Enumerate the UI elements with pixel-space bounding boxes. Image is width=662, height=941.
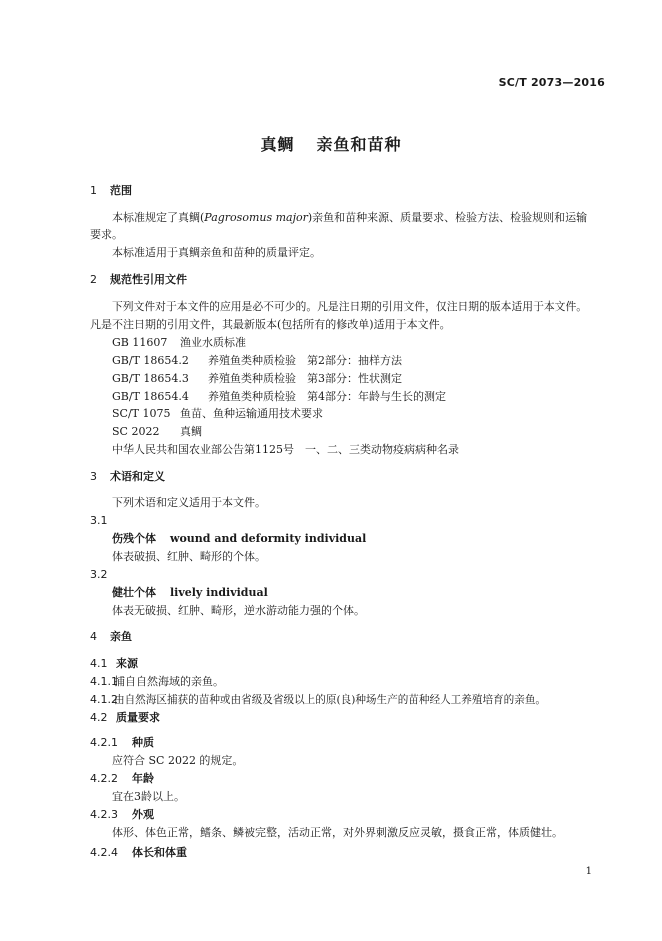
reference-item: SC/T 1075 鱼苗、鱼种运输通用技术要求 [112, 407, 323, 420]
term-3-1: 伤残个体 wound and deformity individual [112, 532, 367, 545]
reference-item: GB 11607 渔业水质标准 [112, 336, 246, 349]
section-4-2-3-heading: 4.2.3 外观 [90, 808, 154, 821]
section-1-paragraph-1: 本标准规定了真鲷(Pagrosomus major)亲鱼和苗种来源、质量要求、检验方法、检验规则和运输 [112, 211, 588, 224]
section-4-2-1-heading: 4.2.1 种质 [90, 736, 154, 749]
section-2-heading: 2 规范性引用文件 [90, 273, 187, 286]
clause-4-1-1: 4.1.1捕自自然海域的亲鱼。 [90, 675, 224, 688]
section-2-paragraph-1: 下列文件对于本文件的应用是必不可少的。凡是注日期的引用文件，仅注日期的版本适用于本文件。 [112, 300, 588, 313]
reference-item: SC 2022 真鲷 [112, 425, 202, 438]
reference-item: GB/T 18654.2 养殖鱼类种质检验 第2部分：抽样方法 [112, 354, 402, 367]
section-1-paragraph-1-cont: 要求。 [90, 228, 123, 241]
section-4-2-heading: 4.2 质量要求 [90, 711, 160, 724]
scientific-name: Pagrosomus major [204, 211, 308, 224]
title-species: 真鲷 [260, 135, 295, 154]
section-3-paragraph-1: 下列术语和定义适用于本文件。 [112, 496, 266, 509]
section-4-heading: 4 亲鱼 [90, 630, 132, 643]
term-3-1-number: 3.1 [90, 514, 108, 527]
section-1-heading: 1 范围 [90, 184, 132, 197]
section-4-2-4-heading: 4.2.4 体长和体重 [90, 846, 187, 859]
reference-item: GB/T 18654.3 养殖鱼类种质检验 第3部分：性状测定 [112, 372, 402, 385]
standard-code: SC/T 2073—2016 [498, 76, 605, 89]
section-4-1-heading: 4.1 来源 [90, 657, 138, 670]
section-4-2-2-text: 宜在3龄以上。 [112, 790, 185, 803]
clause-4-1-2: 4.1.2由自然海区捕获的苗种或由省级及省级以上的原(良)种场生产的苗种经人工养殖培育的亲鱼。 [90, 693, 547, 706]
section-2-paragraph-1-cont: 凡是不注日期的引用文件，其最新版本(包括所有的修改单)适用于本文件。 [90, 318, 451, 331]
document-title [0, 132, 662, 155]
section-3-heading: 3 术语和定义 [90, 470, 165, 483]
reference-item: GB/T 18654.4 养殖鱼类种质检验 第4部分：年龄与生长的测定 [112, 390, 446, 403]
term-3-2-number: 3.2 [90, 568, 108, 581]
page-number: 1 [585, 866, 592, 877]
reference-item: 中华人民共和国农业部公告第1125号 一、二、三类动物疫病病种名录 [112, 443, 459, 456]
section-1-paragraph-2: 本标准适用于真鲷亲鱼和苗种的质量评定。 [112, 246, 321, 259]
section-4-2-1-text: 应符合 SC 2022 的规定。 [112, 754, 244, 767]
section-4-2-2-heading: 4.2.2 年龄 [90, 772, 154, 785]
section-4-2-3-text: 体形、体色正常，鳍条、鳞被完整，活动正常，对外界刺激反应灵敏，摄食正常，体质健壮。 [112, 826, 563, 839]
term-3-1-definition: 体表破损、红肿、畸形的个体。 [112, 550, 266, 563]
title-subject: 亲鱼和苗种 [316, 135, 402, 154]
term-3-2: 健壮个体 lively individual [112, 586, 268, 599]
term-3-2-definition: 体表无破损、红肿、畸形，逆水游动能力强的个体。 [112, 604, 365, 617]
